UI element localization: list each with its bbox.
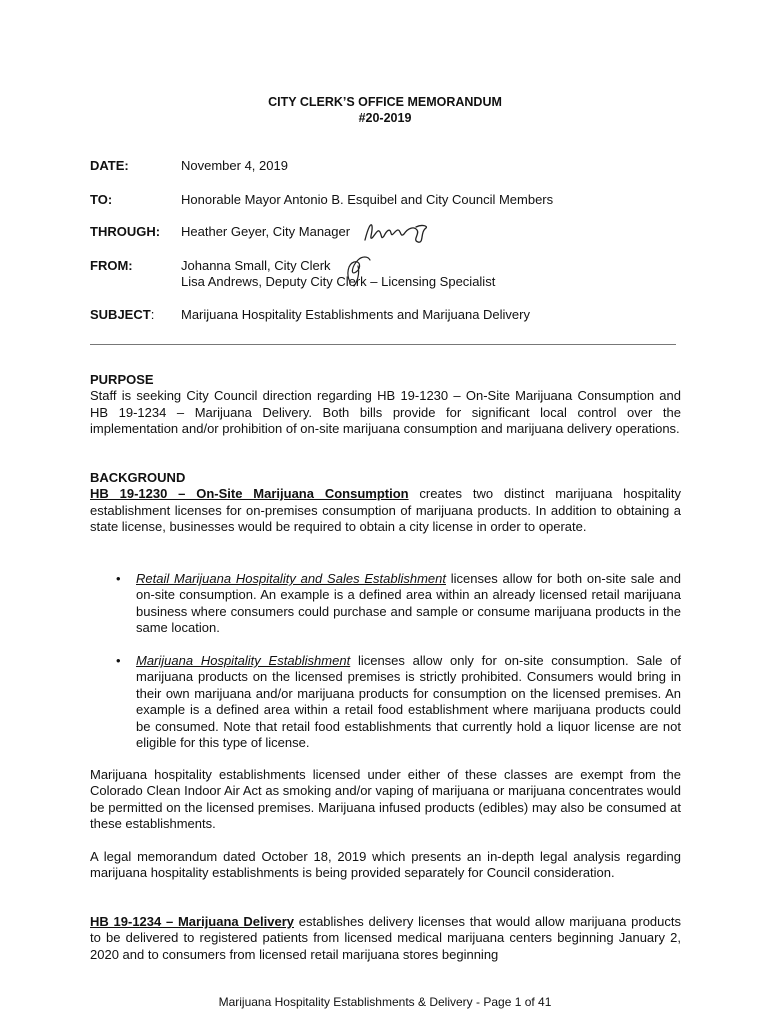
memo-number: #20-2019 (358, 111, 412, 125)
memo-title: CITY CLERK’S OFFICE MEMORANDUM (268, 95, 502, 109)
subject-colon: : (150, 307, 155, 322)
license-description: licenses allow only for on-site consumption. Sale of marijuana products on the licensed premises is strictly prohibited. Consumers would bring in their own marijuana and/or marijuana products for consumption on the licensed premises. An example is a defined area within a retail food establishment where marijuana products could be consumed. Note that retail food establishments that currently hold a liquor license are not eligible for this type of license. (136, 653, 681, 751)
subject-label-text: SUBJECT (90, 307, 151, 322)
delivery-paragraph (90, 914, 681, 963)
to-value: Honorable Mayor Antonio B. Esquibel and City Council Members (181, 192, 554, 207)
license-type-retail-hospitality: Retail Marijuana Hospitality and Sales Establishment (136, 571, 446, 586)
list-item (116, 571, 681, 637)
city-manager-signature (362, 218, 432, 248)
from-label: FROM: (90, 258, 133, 273)
subject-value: Marijuana Hospitality Establishments and Marijuana Delivery (181, 307, 530, 322)
to-label: TO: (90, 192, 113, 207)
date-label: DATE: (90, 158, 129, 173)
subject-label (90, 307, 154, 322)
from-line-1: Johanna Small, City Clerk (181, 258, 331, 273)
purpose-heading: PURPOSE (90, 372, 154, 387)
bill-1234-title: HB 19-1234 – Marijuana Delivery (90, 914, 294, 929)
header-divider (90, 344, 676, 345)
list-item (116, 653, 681, 751)
license-type-hospitality: Marijuana Hospitality Establishment (136, 653, 351, 668)
legal-memo-paragraph: A legal memorandum dated October 18, 2019 which presents an in-depth legal analysis regarding marijuana hospitality establishments is being provided separately for Council consideration. (90, 849, 681, 881)
city-clerk-signature (342, 252, 376, 288)
background-section (90, 470, 681, 536)
bill-1230-title: HB 19-1230 – On-Site Marijuana Consumption (90, 486, 409, 502)
bill-1230-text: creates two distinct marijuana hospitality establishment licenses for on-premises consumption of marijuana products. In addition to obtaining a state license, businesses would be required to obtain a city license in order to operate. (90, 486, 681, 535)
bullet-icon: • (116, 653, 121, 668)
background-heading: BACKGROUND (90, 470, 186, 485)
purpose-section (90, 372, 681, 438)
purpose-text: Staff is seeking City Council direction regarding HB 19-1230 – On-Site Marijuana Consumption and HB 19-1234 – Marijuana Delivery. Both bills provide for significant local control over the implementation and/or prohibition of on-site marijuana consumption and marijuana delivery operations. (90, 388, 681, 437)
bullet-text (136, 653, 681, 751)
page-footer: Marijuana Hospitality Establishments & Delivery - Page 1 of 41 (218, 995, 552, 1009)
date-value: November 4, 2019 (181, 158, 288, 173)
through-label: THROUGH: (90, 224, 161, 239)
from-line-2: Lisa Andrews, Deputy City Clerk – Licensing Specialist (181, 274, 496, 289)
through-value: Heather Geyer, City Manager (181, 224, 351, 239)
bullet-text (136, 571, 681, 637)
bullet-icon: • (116, 571, 121, 586)
license-description: licenses allow for both on-site sale and on-site consumption. An example is a defined area within an already licensed retail marijuana business where consumers could purchase and sample or consume marijuana products in the same location. (136, 571, 681, 636)
exemption-paragraph: Marijuana hospitality establishments licensed under either of these classes are exempt from the Colorado Clean Indoor Air Act as smoking and/or vaping of marijuana or marijuana concentrates would be permitted on the licensed premises. Marijuana infused products (edibles) may also be consumed at these establishments. (90, 767, 681, 832)
bill-1234-text: establishes delivery licenses that would allow marijuana products to be delivered to registered patients from licensed medical marijuana centers beginning January 2, 2020 and to consumers from licensed retail marijuana stores beginning (90, 914, 681, 962)
